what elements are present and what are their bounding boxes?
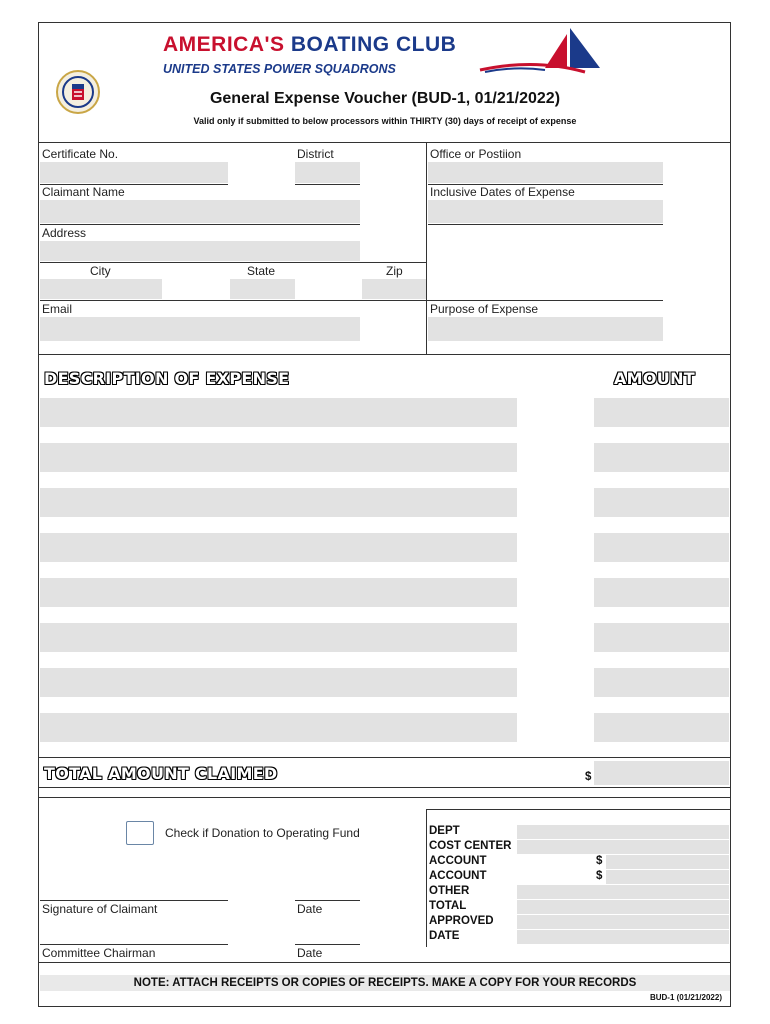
expense-amount-row[interactable]	[594, 623, 729, 652]
cost-center-input[interactable]	[517, 840, 729, 854]
total-amount-input[interactable]	[594, 761, 729, 785]
divider	[38, 787, 731, 788]
divider	[38, 962, 731, 963]
approved-input[interactable]	[517, 915, 729, 929]
approval-date-input[interactable]	[517, 930, 729, 944]
signature-label: Signature of Claimant	[42, 902, 158, 916]
address-input[interactable]	[40, 241, 360, 261]
brand-title: AMERICA'S BOATING CLUB	[163, 33, 457, 56]
chairman-line[interactable]	[40, 944, 228, 945]
brand-subtitle: UNITED STATES POWER SQUADRONS	[163, 62, 396, 76]
certificate-label: Certificate No.	[42, 147, 119, 161]
signature-line[interactable]	[40, 900, 228, 901]
currency-symbol: $	[596, 855, 603, 867]
accounting-label: ACCOUNT	[429, 855, 487, 867]
date-label: Date	[297, 946, 323, 960]
purpose-label: Purpose of Expense	[430, 302, 539, 316]
expense-amount-row[interactable]	[594, 533, 729, 562]
underline	[40, 224, 360, 225]
donation-label: Check if Donation to Operating Fund	[165, 826, 360, 840]
accounting-label: APPROVED	[429, 915, 494, 927]
office-label: Office or Postiion	[430, 147, 522, 161]
address-label: Address	[42, 226, 87, 240]
district-label: District	[297, 147, 334, 161]
submission-note: Valid only if submitted to below processors within THIRTY (30) days of receipt of expense	[193, 116, 577, 126]
expense-description-row[interactable]	[40, 488, 517, 517]
purpose-input[interactable]	[428, 317, 663, 341]
form-title: General Expense Voucher (BUD-1, 01/21/2022)	[209, 90, 561, 107]
divider	[426, 142, 427, 354]
expense-amount-row[interactable]	[594, 398, 729, 427]
expense-amount-row[interactable]	[594, 443, 729, 472]
dept-input[interactable]	[517, 825, 729, 839]
total-input[interactable]	[517, 900, 729, 914]
expense-description-row[interactable]	[40, 668, 517, 697]
underline	[40, 300, 663, 301]
currency-symbol: $	[596, 870, 603, 882]
email-input[interactable]	[40, 317, 360, 341]
office-input[interactable]	[428, 162, 663, 183]
total-heading: TOTAL AMOUNT CLAIMED	[44, 764, 278, 783]
date-line[interactable]	[295, 900, 360, 901]
claimant-label: Claimant Name	[42, 185, 125, 199]
donation-checkbox[interactable]	[126, 821, 154, 845]
account-input[interactable]	[606, 855, 729, 869]
footer-note: NOTE: ATTACH RECEIPTS OR COPIES OF RECEIPTS. MAKE A COPY FOR YOUR RECORDS	[40, 975, 730, 991]
expense-amount-row[interactable]	[594, 713, 729, 742]
divider	[38, 797, 731, 798]
chairman-label: Committee Chairman	[42, 946, 156, 960]
date-label: Date	[297, 902, 323, 916]
date-line[interactable]	[295, 944, 360, 945]
description-heading: DESCRIPTION OF EXPENSE	[44, 369, 290, 388]
state-input[interactable]	[230, 279, 295, 299]
expense-amount-row[interactable]	[594, 578, 729, 607]
accounting-label: DATE	[429, 930, 460, 942]
district-input[interactable]	[295, 162, 360, 183]
account-input[interactable]	[606, 870, 729, 884]
zip-input[interactable]	[362, 279, 426, 299]
city-input[interactable]	[40, 279, 162, 299]
expense-amount-row[interactable]	[594, 488, 729, 517]
sailboat-logo-icon	[475, 28, 605, 83]
claimant-input[interactable]	[40, 200, 360, 223]
accounting-label: TOTAL	[429, 900, 467, 912]
certificate-input[interactable]	[40, 162, 228, 183]
accounting-label: OTHER	[429, 885, 470, 897]
expense-description-row[interactable]	[40, 578, 517, 607]
divider	[38, 142, 731, 143]
zip-label: Zip	[386, 264, 403, 278]
email-label: Email	[42, 302, 73, 316]
underline	[40, 262, 426, 263]
expense-description-row[interactable]	[40, 623, 517, 652]
expense-description-row[interactable]	[40, 533, 517, 562]
divider	[38, 757, 731, 758]
accounting-label: DEPT	[429, 825, 460, 837]
dates-input[interactable]	[428, 200, 663, 223]
amount-heading: AMOUNT	[614, 369, 696, 388]
dates-label: Inclusive Dates of Expense	[430, 185, 575, 199]
city-label: City	[90, 264, 111, 278]
expense-description-row[interactable]	[40, 443, 517, 472]
other-input[interactable]	[517, 885, 729, 899]
expense-description-row[interactable]	[40, 713, 517, 742]
accounting-label: ACCOUNT	[429, 870, 487, 882]
form-code: BUD-1 (01/21/2022)	[649, 993, 722, 1002]
state-label: State	[247, 264, 276, 278]
underline	[295, 184, 360, 185]
accounting-label: COST CENTER	[429, 840, 512, 852]
expense-amount-row[interactable]	[594, 668, 729, 697]
divider	[38, 354, 731, 355]
expense-description-row[interactable]	[40, 398, 517, 427]
underline	[428, 224, 663, 225]
currency-symbol: $	[585, 771, 592, 783]
